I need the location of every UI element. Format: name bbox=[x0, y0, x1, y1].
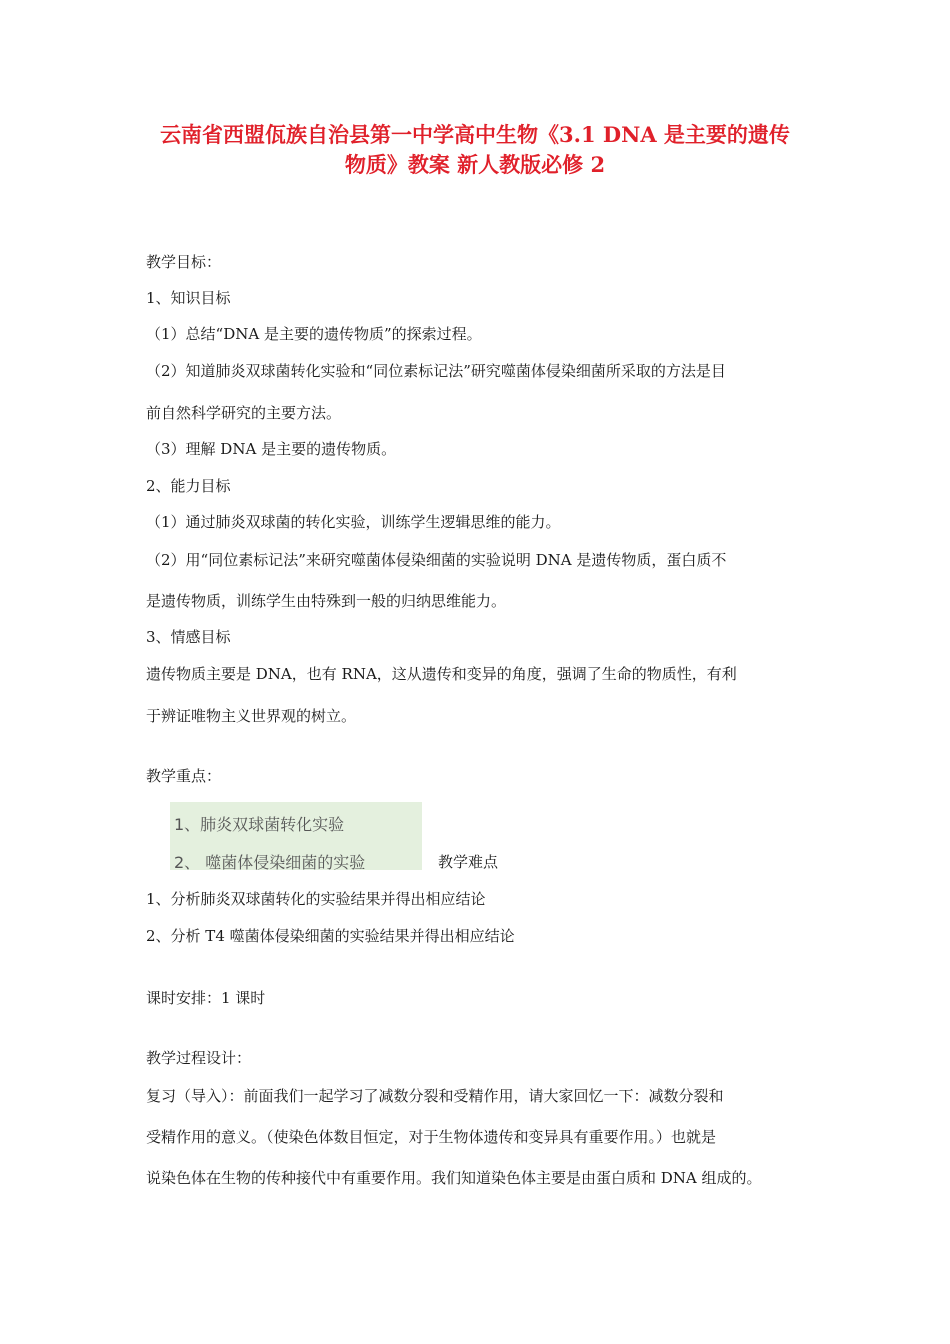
key-points-image bbox=[170, 802, 422, 870]
heading-difficulties: 教学难点 bbox=[438, 853, 499, 871]
review-para-line-2: 受精作用的意义。（使染色体数目恒定，对于生物体遗传和变异具有重要作用。）也就是 bbox=[146, 1128, 717, 1146]
image-row-1: 1、肺炎双球菌转化实验 bbox=[174, 815, 345, 834]
ability-goal-heading: 2、能力目标 bbox=[146, 477, 231, 495]
knowledge-goal-2a: （2）知道肺炎双球菌转化实验和“同位素标记法”研究噬菌体侵染细菌所采取的方法是目 bbox=[146, 362, 726, 380]
review-para-line-1: 复习（导入）：前面我们一起学习了减数分裂和受精作用，请大家回忆一下：减数分裂和 bbox=[146, 1087, 724, 1105]
knowledge-goal-heading: 1、知识目标 bbox=[146, 289, 231, 307]
heading-teaching-goals: 教学目标： bbox=[146, 253, 222, 271]
knowledge-goal-3: （3）理解 DNA 是主要的遗传物质。 bbox=[146, 440, 397, 458]
heading-key-points: 教学重点： bbox=[146, 767, 222, 785]
knowledge-goal-2b: 前自然科学研究的主要方法。 bbox=[146, 404, 342, 422]
knowledge-goal-1: （1）总结“DNA 是主要的遗传物质”的探索过程。 bbox=[146, 325, 482, 343]
ability-goal-2b: 是遗传物质，训练学生由特殊到一般的归纳思维能力。 bbox=[146, 592, 507, 610]
heading-process-design: 教学过程设计： bbox=[146, 1049, 252, 1067]
class-schedule: 课时安排：1 课时 bbox=[146, 989, 266, 1007]
title-line-2: 物质》教案 新人教版必修 2 bbox=[344, 152, 606, 177]
emotion-goal-b: 于辨证唯物主义世界观的树立。 bbox=[146, 707, 357, 725]
title-line-1: 云南省西盟佤族自治县第一中学高中生物《3.1 DNA 是主要的遗传 bbox=[160, 122, 790, 147]
difficulty-1: 1、分析肺炎双球菌转化的实验结果并得出相应结论 bbox=[146, 890, 486, 908]
document-title bbox=[120, 120, 830, 180]
difficulty-2: 2、分析 T4 噬菌体侵染细菌的实验结果并得出相应结论 bbox=[146, 927, 515, 945]
image-row-2: 2、 噬菌体侵染细菌的实验 bbox=[174, 853, 366, 870]
emotion-goal-a: 遗传物质主要是 DNA，也有 RNA，这从遗传和变异的角度，强调了生命的物质性，有利 bbox=[146, 665, 737, 683]
ability-goal-1: （1）通过肺炎双球菌的转化实验，训练学生逻辑思维的能力。 bbox=[146, 513, 561, 531]
review-para-line-3: 说染色体在生物的传种接代中有重要作用。我们知道染色体主要是由蛋白质和 DNA 组成的。 bbox=[146, 1169, 762, 1187]
ability-goal-2a: （2）用“同位素标记法”来研究噬菌体侵染细菌的实验说明 DNA 是遗传物质，蛋白质不 bbox=[146, 551, 727, 569]
emotion-goal-heading: 3、情感目标 bbox=[146, 628, 231, 646]
